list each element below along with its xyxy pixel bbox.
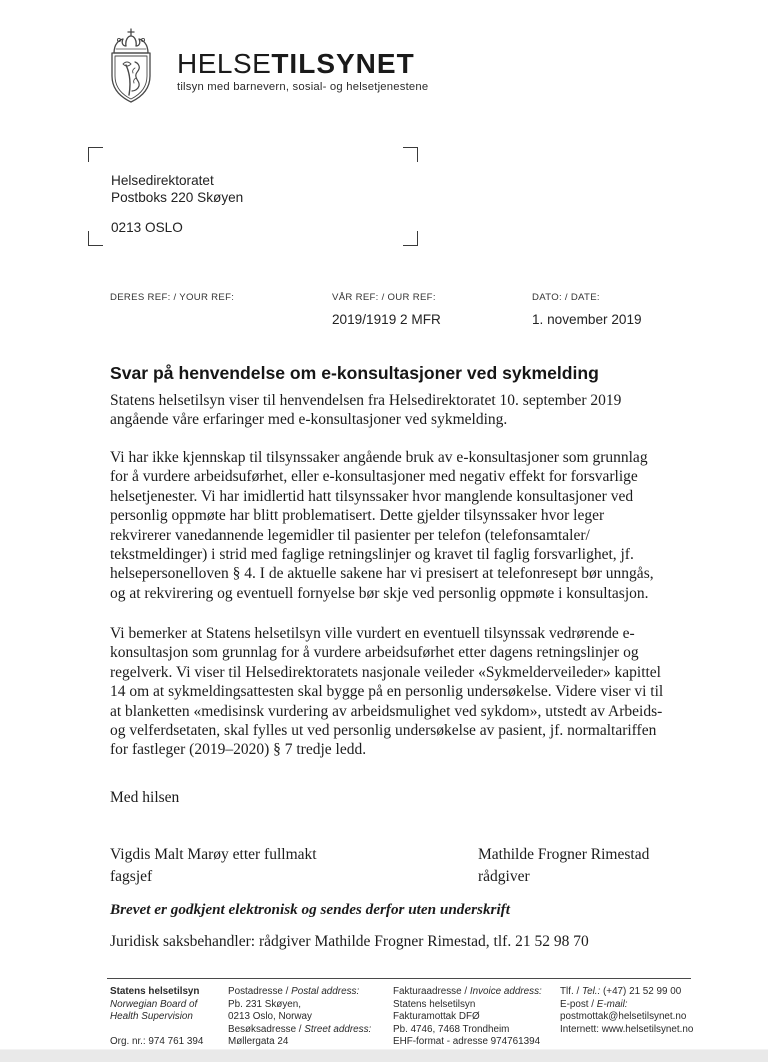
window-corner-top-left — [88, 147, 103, 162]
footer-tel-line — [560, 986, 695, 999]
recipient-address-window — [88, 147, 418, 246]
footer-org-name-en: Health Supervision — [110, 1011, 193, 1023]
case-handler-line: Juridisk saksbehandler: rådgiver Mathilde Frogner Rimestad, tlf. 21 52 98 70 — [110, 933, 589, 950]
footer-invoice-line: Fakturamottak DFØ — [393, 1011, 480, 1023]
wordmark-light-part: HELSE — [177, 48, 272, 79]
your-ref-label: DERES REF: / YOUR REF: — [110, 292, 235, 303]
window-corner-top-right — [403, 147, 418, 162]
signer-name: Mathilde Frogner Rimestad — [478, 846, 650, 863]
footer-visit-label — [228, 1024, 388, 1037]
letter-title: Svar på henvendelse om e-konsultasjoner ved sykmelding — [110, 363, 599, 383]
our-ref-label: VÅR REF: / OUR REF: — [332, 292, 436, 303]
footer-org-name-en: Norwegian Board of — [110, 998, 198, 1010]
our-ref-value: 2019/1919 2 MFR — [332, 312, 441, 327]
footer-org-number: Org. nr.: 974 761 394 — [110, 1035, 204, 1047]
footer-email-value: postmottak@helsetilsynet.no — [560, 1011, 687, 1023]
footer-postal-line: Pb. 231 Skøyen, — [228, 998, 302, 1010]
footer-postal-column — [228, 986, 388, 1049]
coat-of-arms-icon — [99, 28, 163, 111]
footer-invoice-line: Pb. 4746, 7468 Trondheim — [393, 1023, 510, 1035]
footer-visit-line: Møllergata 24 — [228, 1036, 289, 1048]
footer-email-label-en: E-mail: — [596, 998, 628, 1010]
footer-invoice-label-en: Invoice address: — [469, 986, 542, 997]
org-tagline: tilsyn med barnevern, sosial- og helsetjenestene — [177, 81, 429, 93]
recipient-zip-city: 0213 OSLO — [111, 220, 183, 235]
recipient-name: Helsedirektoratet — [111, 173, 214, 188]
signer-title: rådgiver — [478, 867, 530, 885]
footer-visit-label-en: Street address: — [304, 1023, 372, 1035]
signer-title: fagsjef — [110, 867, 153, 885]
signature-block-right — [478, 844, 649, 887]
letter-paragraph: Vi bemerker at Statens helsetilsyn ville vurdert en eventuell tilsynssak vedrørende e-konsultasjon som grunnlag for å vurdere arbeidsuførhet etter dagens retningslinjer og regelverk. Vi viser til Helsedirektoratets nasjonale veileder «Sykmelderveileder» kapittel 14 om at sykmeldingsattesten skal bygge på en personlig undersøkelse. Videre viser vi til at blanketten «medisinsk vurdering av arbeidsmulighet ved sykdom», utstedt av Arbeids- og velferdsetaten, skal fylles ut ved personlig undersøkelse av pasient, jf. normaltariffen for fastleger (2019–2020) § 7 tredje ledd. — [110, 625, 664, 759]
signer-name: Vigdis Malt Marøy etter fullmakt — [110, 846, 317, 863]
letterhead — [99, 28, 428, 111]
org-wordmark — [177, 50, 428, 78]
letter-paragraph: Statens helsetilsyn viser til henvendelsen fra Helsedirektoratet 10. september 2019 angående våre erfaringer med e-konsultasjoner ved sykmelding. — [110, 392, 622, 429]
electronic-approval-note: Brevet er godkjent elektronisk og sendes derfor uten underskrift — [110, 901, 510, 918]
footer-contact-column — [560, 986, 695, 1036]
footer-invoice-label-no: Fakturaadresse / — [393, 986, 470, 997]
letter-paragraph: Vi har ikke kjennskap til tilsynssaker angående bruk av e-konsultasjoner som grunnlag for å vurdere arbeidsuførhet, eller e-konsultasjoner med negativ effekt for forsvarlige helsetjenester. Vi har imidlertid hatt tilsynssaker hvor manglende konsultasjoner ved personlig oppmøte har blitt problematisert. Dette gjelder tilsynssaker hvor leger rekvirerer vanedannende legemidler til pasienter per telefon (telefonsamtaler/ tekstmeldinger) i strid med faglige retningslinjer og kravet til faglig forsvarlighet, jf. helsepersonelloven § 4. I de aktuelle sakene har vi presisert at telefonresept bør unngås, og at rekvirering og eventuell fornyelse bør skje ved personlig oppmøte i konsultasjon. — [110, 449, 654, 602]
date-column — [532, 292, 642, 327]
footer-postal-label-no: Postadresse / — [228, 986, 292, 997]
footer-org-column — [110, 986, 222, 1048]
your-ref-column — [110, 292, 234, 312]
wordmark-bold-part: TILSYNET — [271, 48, 415, 79]
footer-invoice-label — [393, 986, 555, 999]
our-ref-column — [332, 292, 441, 327]
date-value: 1. november 2019 — [532, 312, 642, 327]
footer-email-label — [560, 999, 695, 1012]
signature-block-left — [110, 844, 317, 887]
footer-email-label-no: E-post / — [560, 998, 597, 1010]
footer-invoice-line: Statens helsetilsyn — [393, 998, 476, 1010]
footer-invoice-line: EHF-format - adresse 974761394 — [393, 1036, 541, 1048]
footer-tel-value: (+47) 21 52 99 00 — [600, 986, 682, 997]
footer-postal-label-en: Postal address: — [291, 986, 360, 997]
footer-tel-label-en: Tel.: — [581, 986, 601, 997]
closing-salutation: Med hilsen — [110, 789, 180, 806]
footer-org-name: Statens helsetilsyn — [110, 986, 200, 997]
footer-postal-label — [228, 986, 388, 999]
window-corner-bottom-left — [88, 231, 103, 246]
window-corner-bottom-right — [403, 231, 418, 246]
date-label: DATO: / DATE: — [532, 292, 600, 303]
footer-internet-line: Internett: www.helsetilsynet.no — [560, 1023, 694, 1035]
footer-postal-line: 0213 Oslo, Norway — [228, 1011, 312, 1023]
footer-invoice-column — [393, 986, 555, 1049]
footer-tel-label-no: Tlf. / — [560, 986, 582, 997]
recipient-street: Postboks 220 Skøyen — [111, 190, 244, 205]
footer-divider — [107, 978, 691, 979]
footer-visit-label-no: Besøksadresse / — [228, 1023, 305, 1035]
scan-edge-strip — [0, 1049, 768, 1062]
